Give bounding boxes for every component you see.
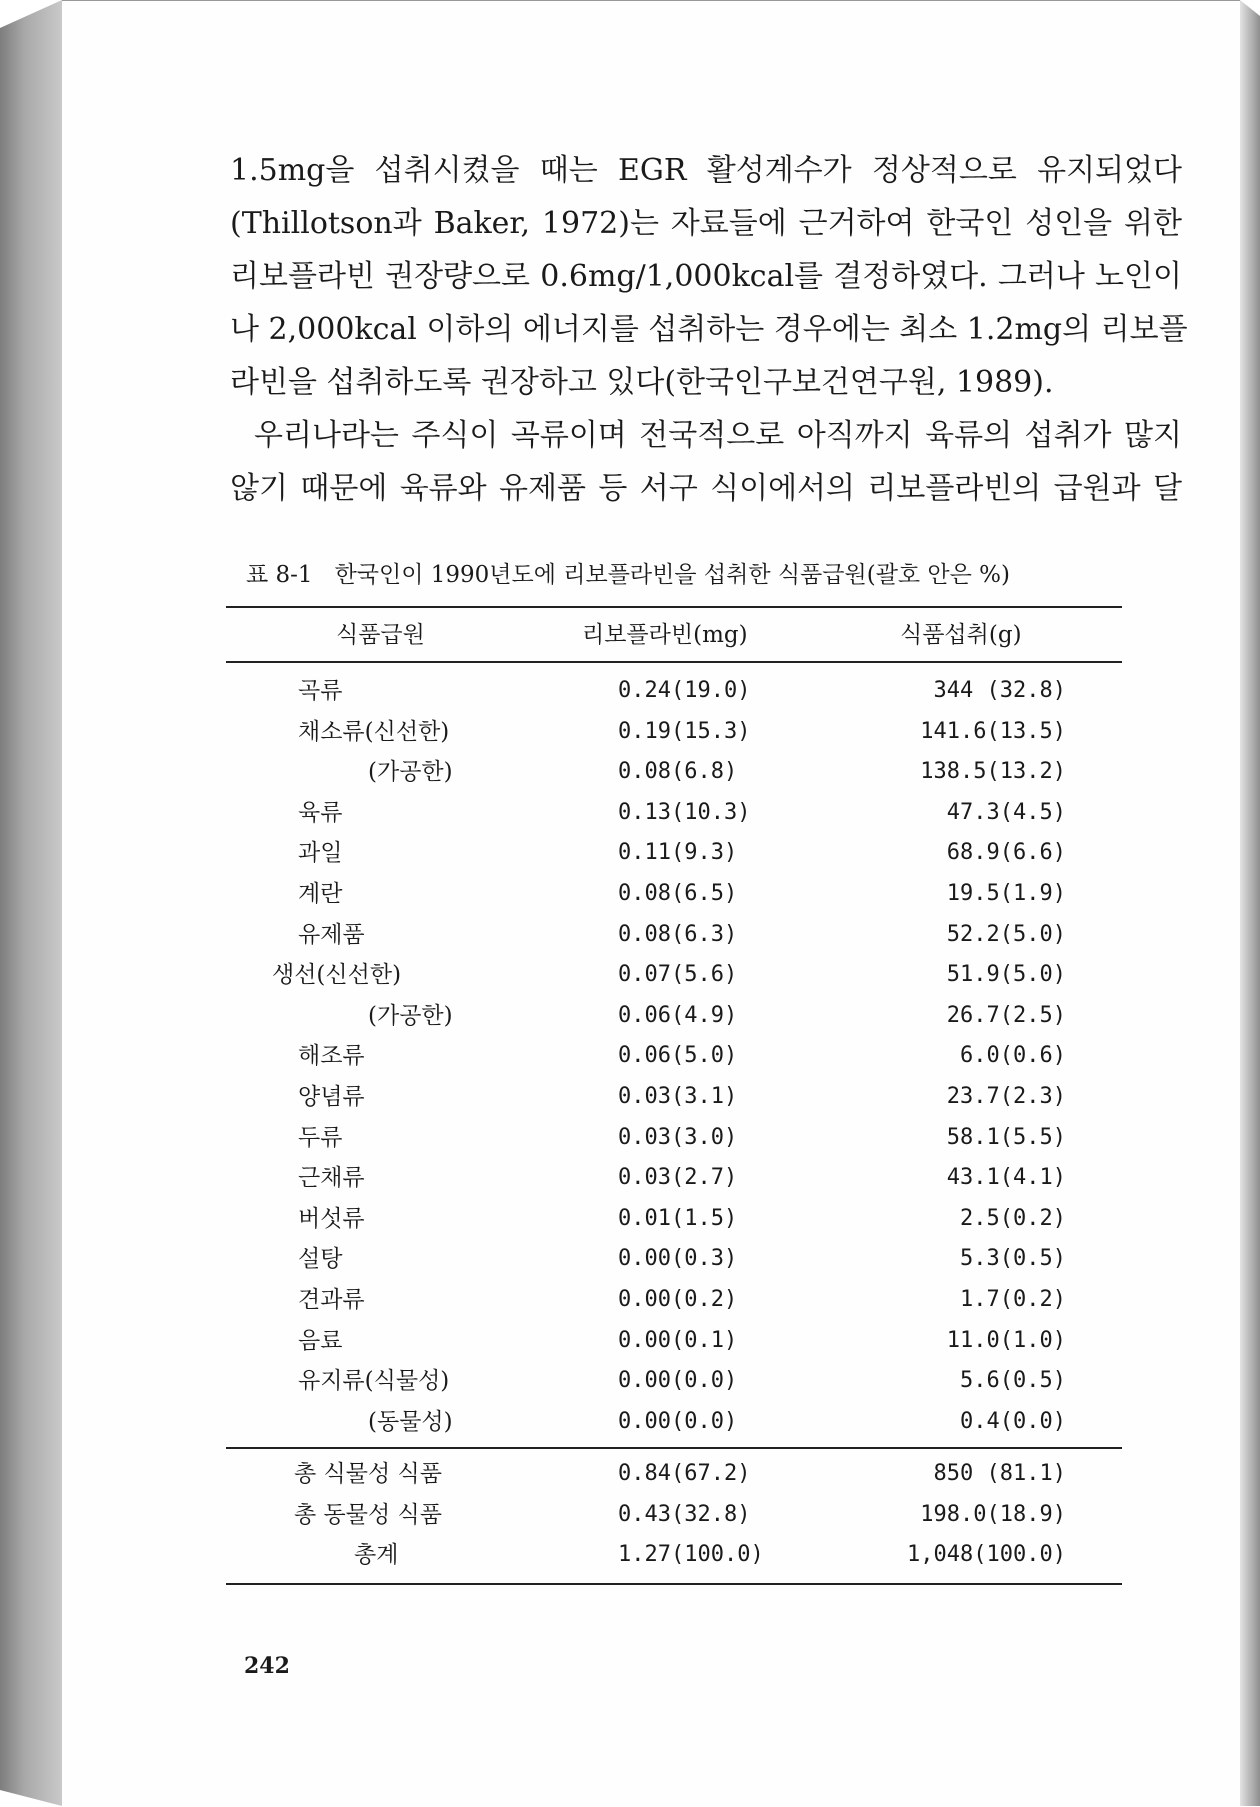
cell-food-intake: 344 (32.8) bbox=[933, 678, 1066, 703]
cell-food-source: 두류 bbox=[298, 1124, 343, 1151]
book-spine-left bbox=[0, 0, 62, 1806]
table-header-rule bbox=[226, 661, 1122, 663]
cell-food-source: 유지류(식물성) bbox=[298, 1368, 450, 1395]
cell-riboflavin: 0.11(9.3) bbox=[618, 840, 738, 866]
table-summary-row bbox=[226, 1495, 1122, 1535]
cell-food-source: 설탕 bbox=[298, 1246, 343, 1273]
table-row bbox=[226, 752, 1122, 792]
table-top-rule bbox=[226, 606, 1122, 608]
table-row bbox=[226, 712, 1122, 752]
cell-food-source: (가공한) bbox=[368, 759, 453, 786]
cell-riboflavin: 0.08(6.8) bbox=[618, 759, 738, 785]
table-summary-rule bbox=[226, 1447, 1122, 1449]
cell-food-intake: 0.4(0.0) bbox=[960, 1408, 1066, 1434]
cell-food-intake: 52.2(5.0) bbox=[946, 921, 1066, 947]
table-row bbox=[226, 996, 1122, 1036]
cell-riboflavin: 0.03(3.0) bbox=[618, 1124, 738, 1150]
table-title: 한국인이 1990년도에 리보플라빈을 섭취한 식품급원(괄호 안은 %) bbox=[334, 562, 1011, 588]
cell-food-source: 총 식물성 식품 bbox=[294, 1461, 442, 1487]
cell-food-source: 육류 bbox=[298, 799, 343, 826]
cell-riboflavin: 0.43(32.8) bbox=[618, 1501, 751, 1527]
cell-food-source: 버섯류 bbox=[298, 1205, 365, 1232]
table-caption bbox=[246, 556, 1146, 589]
header-food-intake: 식품섭취(g) bbox=[900, 622, 1022, 648]
body-line-2: (Thillotson과 Baker, 1972)는 자료들에 근거하여 한국인 성인을 위한 bbox=[230, 206, 1182, 241]
cell-riboflavin: 0.07(5.6) bbox=[618, 962, 738, 988]
cell-food-source: 계란 bbox=[298, 881, 343, 907]
table-row bbox=[226, 1199, 1122, 1239]
cell-riboflavin: 0.19(15.3) bbox=[618, 718, 751, 744]
table-row bbox=[226, 915, 1122, 955]
cell-food-source: (동물성) bbox=[368, 1408, 453, 1435]
cell-food-intake: 141.6(13.5) bbox=[920, 718, 1066, 744]
table-row bbox=[226, 1402, 1122, 1442]
table-row bbox=[226, 874, 1122, 914]
cell-food-intake: 5.6(0.5) bbox=[960, 1368, 1066, 1394]
cell-riboflavin: 0.08(6.5) bbox=[618, 881, 738, 906]
cell-food-intake: 43.1(4.1) bbox=[946, 1165, 1066, 1191]
table-row bbox=[226, 1280, 1122, 1320]
cell-riboflavin: 0.01(1.5) bbox=[618, 1205, 738, 1231]
cell-food-intake: 198.0(18.9) bbox=[920, 1501, 1066, 1527]
cell-food-source: 유제품 bbox=[298, 921, 365, 948]
table-row bbox=[226, 1321, 1122, 1361]
body-line-6: 우리나라는 주식이 곡류이며 전국적으로 아직까지 육류의 섭취가 많지 bbox=[254, 418, 1182, 453]
book-edge-right bbox=[1240, 0, 1260, 1806]
header-riboflavin: 리보플라빈(mg) bbox=[582, 622, 748, 648]
cell-food-source: 견과류 bbox=[298, 1287, 365, 1313]
cell-riboflavin: 0.00(0.2) bbox=[618, 1287, 738, 1312]
body-line-5: 라빈을 섭취하도록 권장하고 있다(한국인구보건연구원, 1989). bbox=[230, 365, 1054, 400]
cell-food-intake: 19.5(1.9) bbox=[946, 881, 1066, 906]
cell-food-intake: 138.5(13.2) bbox=[920, 759, 1066, 785]
book-page bbox=[62, 0, 1240, 1807]
cell-riboflavin: 0.24(19.0) bbox=[618, 678, 751, 703]
cell-food-intake: 11.0(1.0) bbox=[946, 1327, 1066, 1353]
cell-food-intake: 23.7(2.3) bbox=[946, 1084, 1066, 1109]
cell-food-source: (가공한) bbox=[368, 1002, 453, 1029]
cell-riboflavin: 0.00(0.1) bbox=[618, 1327, 738, 1353]
cell-riboflavin: 0.06(4.9) bbox=[618, 1002, 738, 1028]
cell-food-source: 과일 bbox=[298, 840, 343, 867]
table-row bbox=[226, 1158, 1122, 1198]
cell-food-intake: 6.0(0.6) bbox=[960, 1043, 1066, 1069]
cell-riboflavin: 0.03(3.1) bbox=[618, 1084, 738, 1109]
header-food-source: 식품급원 bbox=[336, 622, 425, 648]
table-row bbox=[226, 955, 1122, 995]
table-row bbox=[226, 833, 1122, 873]
cell-food-source: 채소류(신선한) bbox=[298, 718, 450, 745]
cell-food-source: 양념류 bbox=[298, 1084, 365, 1110]
body-line-3: 리보플라빈 권장량으로 0.6mg/1,000kcal를 결정하였다. 그러나 노인이 bbox=[230, 259, 1182, 294]
cell-food-source: 생선(신선한) bbox=[272, 962, 402, 989]
cell-riboflavin: 0.03(2.7) bbox=[618, 1165, 738, 1191]
table-bottom-rule bbox=[226, 1583, 1122, 1585]
cell-riboflavin: 0.00(0.0) bbox=[618, 1408, 738, 1434]
cell-riboflavin: 0.13(10.3) bbox=[618, 799, 751, 825]
table-header-row bbox=[226, 615, 1122, 655]
table-row bbox=[226, 1036, 1122, 1076]
cell-riboflavin: 0.06(5.0) bbox=[618, 1043, 738, 1069]
table-summary-row bbox=[226, 1535, 1122, 1575]
cell-food-intake: 47.3(4.5) bbox=[946, 799, 1066, 825]
cell-riboflavin: 0.00(0.3) bbox=[618, 1246, 738, 1272]
table-row bbox=[226, 1077, 1122, 1117]
cell-riboflavin: 0.84(67.2) bbox=[618, 1461, 751, 1486]
table-row bbox=[226, 1361, 1122, 1401]
cell-food-source: 총계 bbox=[354, 1542, 399, 1569]
table-row bbox=[226, 1118, 1122, 1158]
body-line-4: 나 2,000kcal 이하의 에너지를 섭취하는 경우에는 최소 1.2mg의 리보플 bbox=[230, 312, 1188, 347]
body-line-7: 않기 때문에 육류와 유제품 등 서구 식이에서의 리보플라빈의 급원과 달 bbox=[230, 471, 1182, 506]
cell-food-source: 총 동물성 식품 bbox=[294, 1501, 442, 1528]
table-row bbox=[226, 1239, 1122, 1279]
table-summary-row bbox=[226, 1454, 1122, 1494]
cell-food-source: 근채류 bbox=[298, 1165, 365, 1192]
cell-food-intake: 1.7(0.2) bbox=[960, 1287, 1066, 1312]
cell-riboflavin: 0.08(6.3) bbox=[618, 921, 738, 947]
cell-food-source: 해조류 bbox=[298, 1043, 365, 1070]
table-row bbox=[226, 793, 1122, 833]
body-line-1: 1.5mg을 섭취시켰을 때는 EGR 활성계수가 정상적으로 유지되었다 bbox=[230, 153, 1182, 188]
cell-food-intake: 850 (81.1) bbox=[933, 1461, 1066, 1486]
cell-food-intake: 5.3(0.5) bbox=[960, 1246, 1066, 1272]
cell-food-intake: 2.5(0.2) bbox=[960, 1205, 1066, 1231]
cell-food-intake: 58.1(5.5) bbox=[946, 1124, 1066, 1150]
cell-food-source: 음료 bbox=[298, 1327, 343, 1354]
cell-riboflavin: 0.00(0.0) bbox=[618, 1368, 738, 1394]
page-number: 242 bbox=[244, 1653, 290, 1679]
cell-riboflavin: 1.27(100.0) bbox=[618, 1542, 764, 1568]
cell-food-intake: 68.9(6.6) bbox=[946, 840, 1066, 866]
cell-food-intake: 26.7(2.5) bbox=[946, 1002, 1066, 1028]
cell-food-intake: 51.9(5.0) bbox=[946, 962, 1066, 988]
cell-food-source: 곡류 bbox=[298, 678, 343, 704]
table-row bbox=[226, 671, 1122, 711]
table-number: 표 8-1 bbox=[246, 562, 313, 588]
cell-food-intake: 1,048(100.0) bbox=[907, 1542, 1066, 1568]
